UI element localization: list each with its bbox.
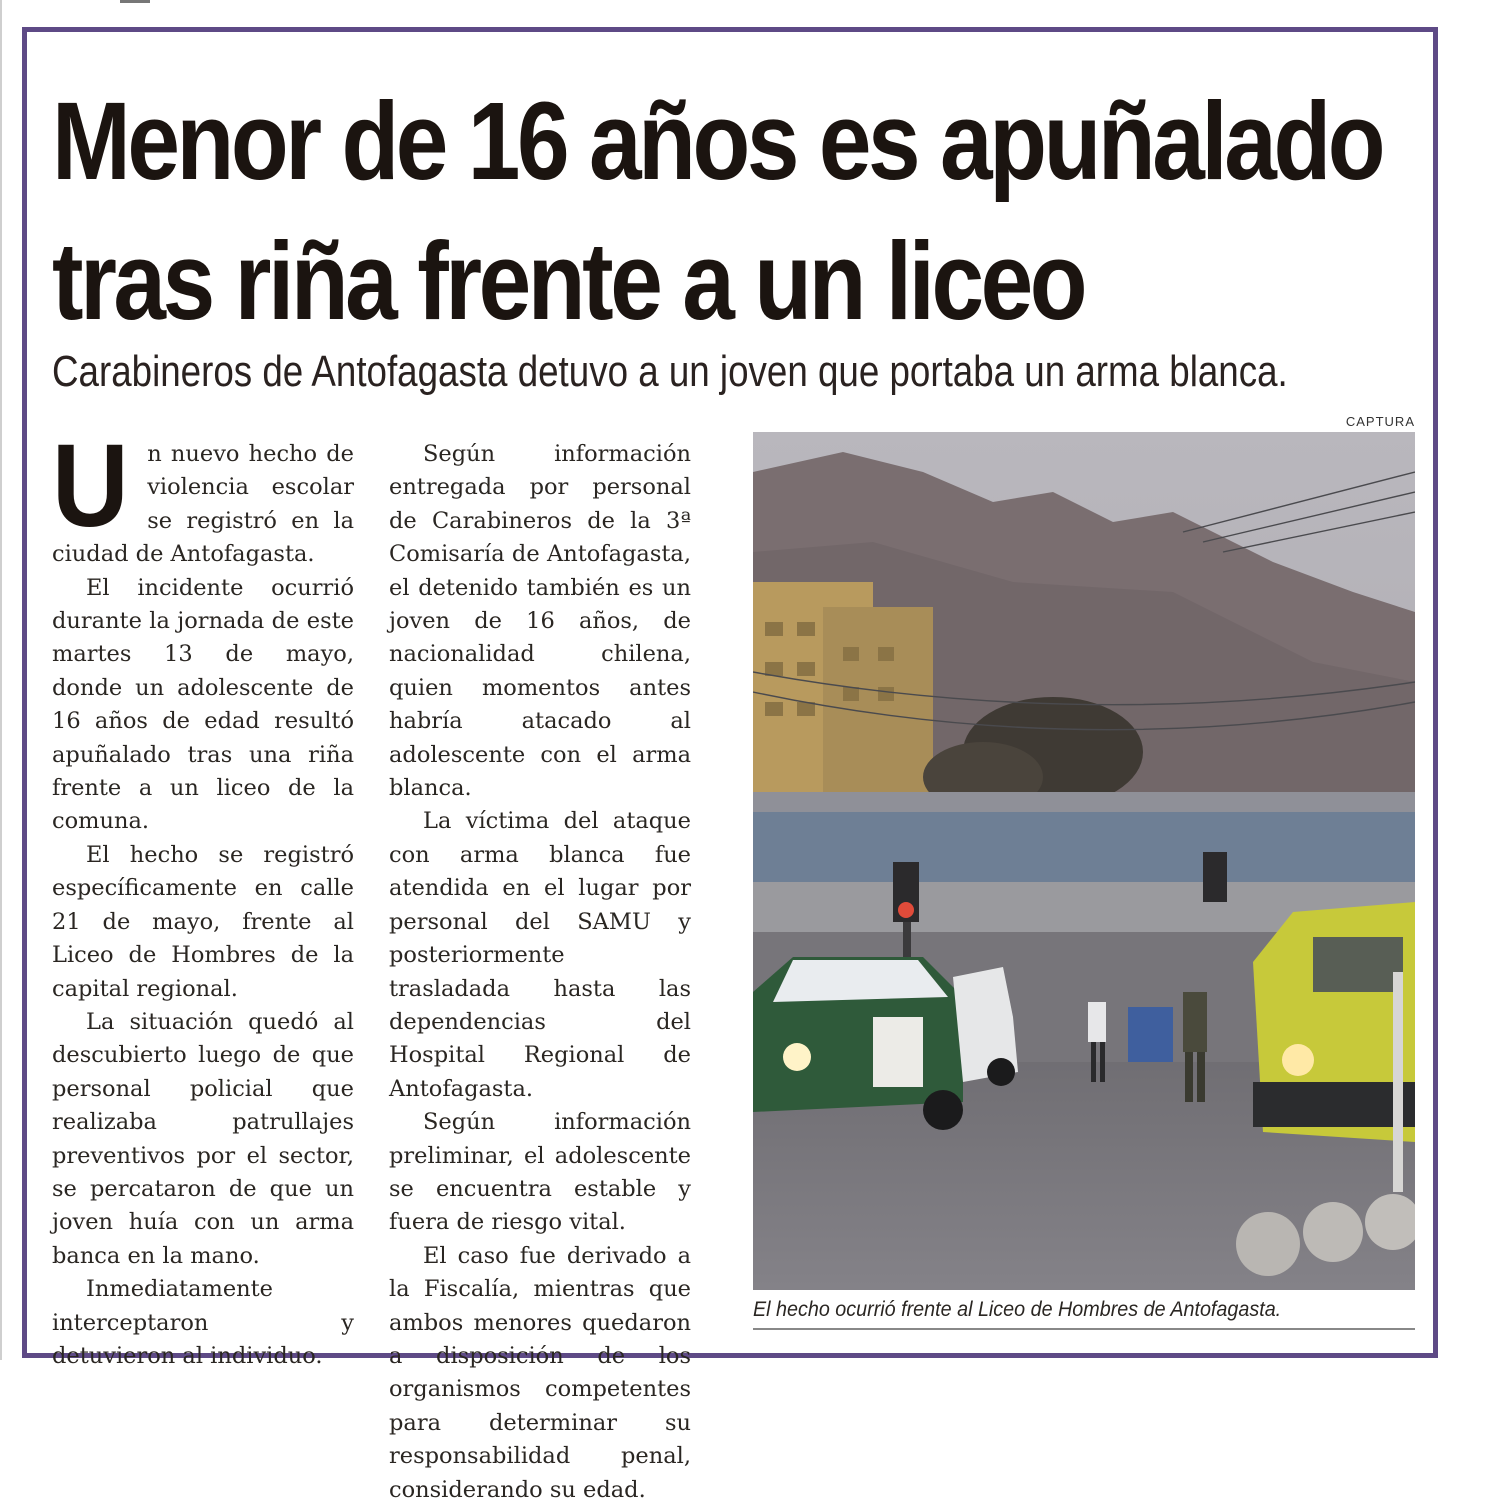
street-scene-photo	[753, 432, 1415, 1290]
drop-cap: U	[52, 420, 129, 552]
subheadline: Carabineros de Antofagasta detuvo a un joven que portaba un arma blanca.	[52, 347, 1288, 396]
article-column-2	[389, 438, 691, 1507]
paragraph-text: n nuevo hecho de violencia escolar se registró en la ciudad de Antofagasta.	[52, 441, 354, 568]
paragraph: Inmediatamente interceptaron y detuvieron al individuo.	[52, 1276, 354, 1369]
page-edge-rule	[0, 0, 2, 1360]
photo-credit: CAPTURA	[1345, 414, 1415, 429]
paragraph: El caso fue derivado a la Fiscalía, mientras que ambos menores quedaron a disposición de los organismos competentes para determinar su responsabilidad penal, considerando su edad.	[389, 1242, 691, 1503]
photo-caption	[753, 1294, 1415, 1330]
headline	[52, 72, 1383, 352]
paragraph: El hecho se registró específicamente en calle 21 de mayo, frente al Liceo de Hombres de la capital regional.	[52, 841, 354, 1002]
article-column-1	[52, 420, 354, 1373]
news-photo	[753, 432, 1415, 1290]
photo-caption-text: El hecho ocurrió frente al Liceo de Hombres de Antofagasta.	[753, 1298, 1282, 1321]
headline-line-2: tras riña frente a un liceo	[52, 220, 1085, 343]
paragraph: La víctima del ataque con arma blanca fue atendida en el lugar por personal del SAMU y posteriormente trasladada hasta las dependencias del Hospital Regional de Antofagasta.	[389, 808, 691, 1102]
paragraph: El incidente ocurrió durante la jornada de este martes 13 de mayo, donde un adolescente de 16 años de edad resultó apuñalado tras una riña frente a un liceo de la comuna.	[52, 574, 354, 835]
paragraph: La situación quedó al descubierto luego de que personal policial que realizaba patrullajes preventivos por el sector, se percataron de que un joven huía con un arma banca en la mano.	[52, 1008, 354, 1269]
article-frame	[22, 27, 1438, 1503]
paragraph: Según información preliminar, el adolescente se encuentra estable y fuera de riesgo vital.	[389, 1109, 691, 1236]
page-top-mark	[120, 0, 150, 3]
paragraph: Según información entregada por personal de Carabineros de la 3ª Comisaría de Antofagasta, el detenido también es un joven de 16 años, de nacionalidad chilena, quien momentos antes habría atacado al adolescente con el arma blanca.	[389, 441, 691, 802]
paragraph	[52, 420, 354, 572]
headline-line-1: Menor de 16 años es apuñalado	[52, 80, 1383, 203]
